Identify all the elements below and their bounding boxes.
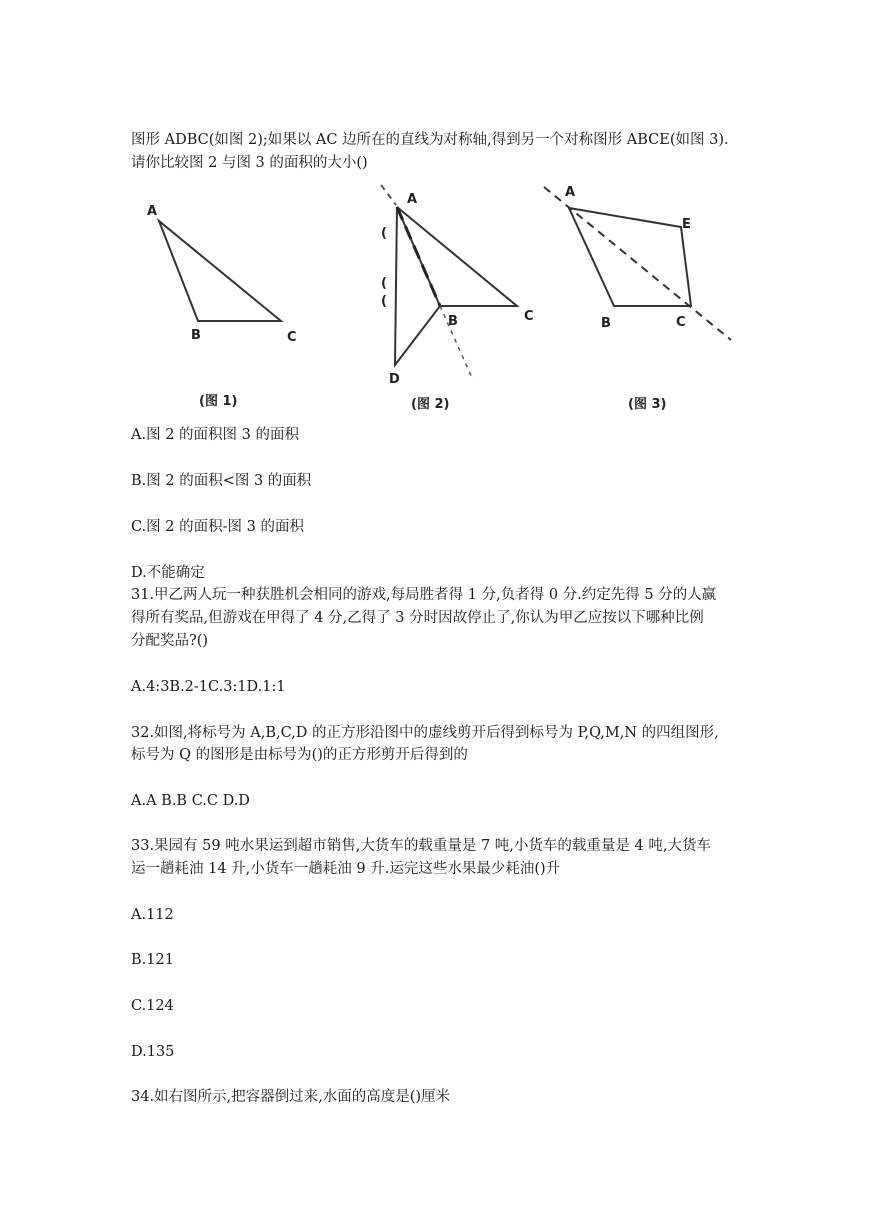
q33-option-a: A.112 — [131, 907, 174, 923]
q30-figures-svg — [131, 175, 751, 420]
fig2-tick-1: ( — [381, 226, 387, 241]
figure-3 — [544, 185, 731, 412]
q32-options: A.A B.B C.C D.D — [131, 793, 250, 809]
fig2-tick-2: ( — [381, 276, 387, 291]
fig2-triangle-abc — [397, 207, 517, 306]
fig1-label-C: C — [287, 330, 297, 345]
q33-text-line-1: 33.果园有 59 吨水果运到超市销售,大货车的载重量是 7 吨,小货车的载重量是 4 吨,大货车 — [131, 838, 711, 854]
q33-option-c: C.124 — [131, 998, 174, 1014]
figure-1 — [147, 204, 297, 409]
figure-2 — [381, 185, 534, 412]
q30-option-b: B.图 2 的面积<图 3 的面积 — [131, 473, 312, 489]
q30-option-d: D.不能确定 — [131, 565, 205, 581]
fig3-label-B: B — [601, 316, 611, 331]
q30-figures — [131, 175, 751, 420]
fig2-label-A: A — [407, 192, 418, 207]
fig2-triangle-abd — [395, 207, 440, 365]
fig2-label-C: C — [524, 309, 534, 324]
q30-option-c: C.图 2 的面积-图 3 的面积 — [131, 519, 304, 535]
q32-text-line-2: 标号为 Q 的图形是由标号为()的正方形剪开后得到的 — [131, 747, 468, 763]
q31-text-line-2: 得所有奖品,但游戏在甲得了 4 分,乙得了 3 分时因故停止了,你认为甲乙应按以下哪种比例 — [131, 610, 704, 626]
q33-option-b: B.121 — [131, 952, 174, 968]
fig3-caption: (图 3) — [628, 397, 667, 412]
fig3-label-A: A — [565, 185, 576, 200]
q30-option-a: A.图 2 的面积图 3 的面积 — [131, 427, 299, 443]
q30-text-line-1: 图形 ADBC(如图 2);如果以 AC 边所在的直线为对称轴,得到另一个对称图形 ABCE(如图 3). — [131, 132, 729, 148]
q33-text-line-2: 运一趟耗油 14 升,小货车一趟耗油 9 升.运完这些水果最少耗油()升 — [131, 861, 561, 877]
fig2-label-B: B — [448, 314, 458, 329]
q31-options: A.4:3B.2-1C.3:1D.1:1 — [131, 679, 286, 695]
q31-text-line-3: 分配奖品?() — [131, 633, 209, 649]
fig2-tick-3: ( — [381, 294, 387, 309]
fig1-label-A: A — [147, 204, 158, 219]
fig1-triangle — [159, 221, 281, 321]
q31-text-line-1: 31.甲乙两人玩一种获胜机会相同的游戏,每局胜者得 1 分,负者得 0 分.约定先得 5 分的人赢 — [131, 587, 717, 603]
q32-text-line-1: 32.如图,将标号为 A,B,C,D 的正方形沿图中的虚线剪开后得到标号为 P,Q,M,N 的四组图形, — [131, 725, 719, 741]
fig1-label-B: B — [191, 328, 201, 343]
fig2-axis-top — [381, 185, 396, 205]
q34-text-line-1: 34.如右图所示,把容器倒过来,水面的高度是()厘米 — [131, 1089, 451, 1105]
fig3-label-C: C — [676, 315, 686, 330]
fig1-caption: (图 1) — [199, 394, 238, 409]
fig2-caption: (图 2) — [411, 397, 450, 412]
q30-text-line-2: 请你比较图 2 与图 3 的面积的大小() — [131, 155, 368, 171]
fig3-label-E: E — [682, 217, 691, 232]
q33-option-d: D.135 — [131, 1044, 175, 1060]
fig3-axis-ac — [544, 187, 731, 340]
fig2-label-D: D — [389, 372, 400, 387]
